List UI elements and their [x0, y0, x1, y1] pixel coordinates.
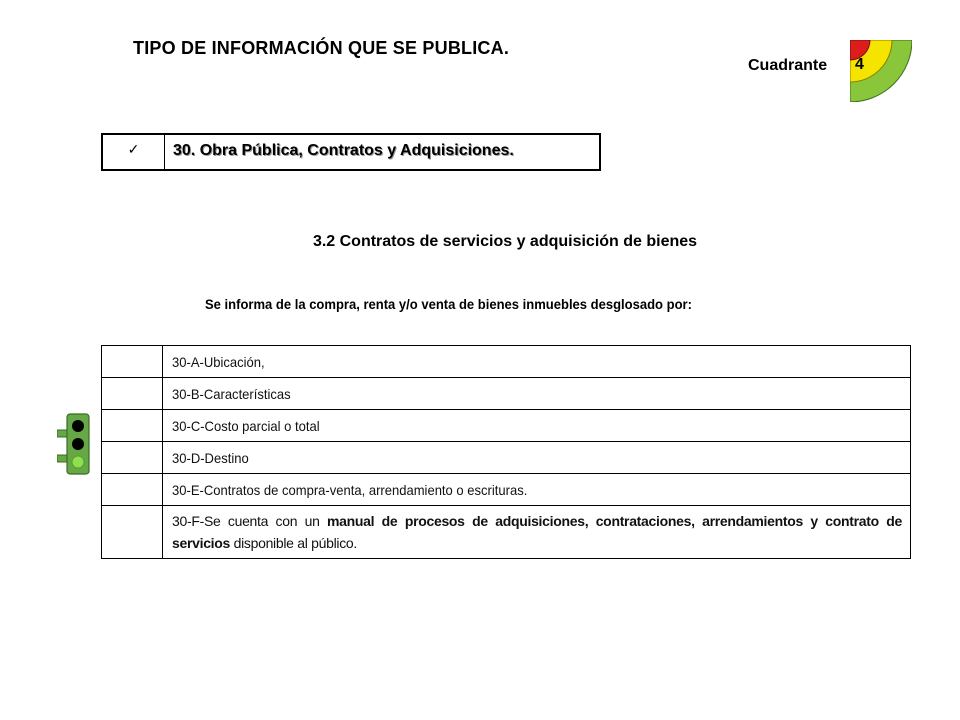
intro-text: Se informa de la compra, renta y/o venta de bienes inmuebles desglosado por:: [205, 296, 692, 312]
item-30e: 30-E-Contratos de compra-venta, arrendamiento o escrituras.: [172, 481, 528, 498]
check-icon: ✓: [103, 135, 165, 169]
item-30d: 30-D-Destino: [172, 449, 249, 466]
table-row: [102, 442, 911, 474]
table-row: [102, 410, 911, 442]
item-30b: 30-B-Características: [172, 385, 291, 402]
cuadrante-number: 4: [855, 56, 864, 73]
item-30f: 30-F-Se cuenta con un manual de procesos de adquisiciones, contrataciones, arrendamientos y contrato de servicios disponible al público.: [172, 513, 903, 551]
table-row: [102, 506, 911, 559]
item-30c: 30-C-Costo parcial o total: [172, 417, 320, 434]
cuadrante-label: Cuadrante: [748, 57, 828, 74]
table-row: [102, 346, 911, 378]
page-title: TIPO DE INFORMACIÓN QUE SE PUBLICA.: [133, 38, 510, 58]
section-subtitle: 3.2 Contratos de servicios y adquisición de bienes: [312, 233, 698, 250]
items-table: [101, 345, 911, 559]
section-header-box: [101, 133, 601, 171]
table-row: [102, 378, 911, 410]
traffic-light-icon: [57, 413, 91, 475]
item-30a: 30-A-Ubicación,: [172, 353, 265, 370]
section-heading: 30. Obra Pública, Contratos y Adquisiciones.: [173, 142, 514, 159]
table-row: [102, 474, 911, 506]
